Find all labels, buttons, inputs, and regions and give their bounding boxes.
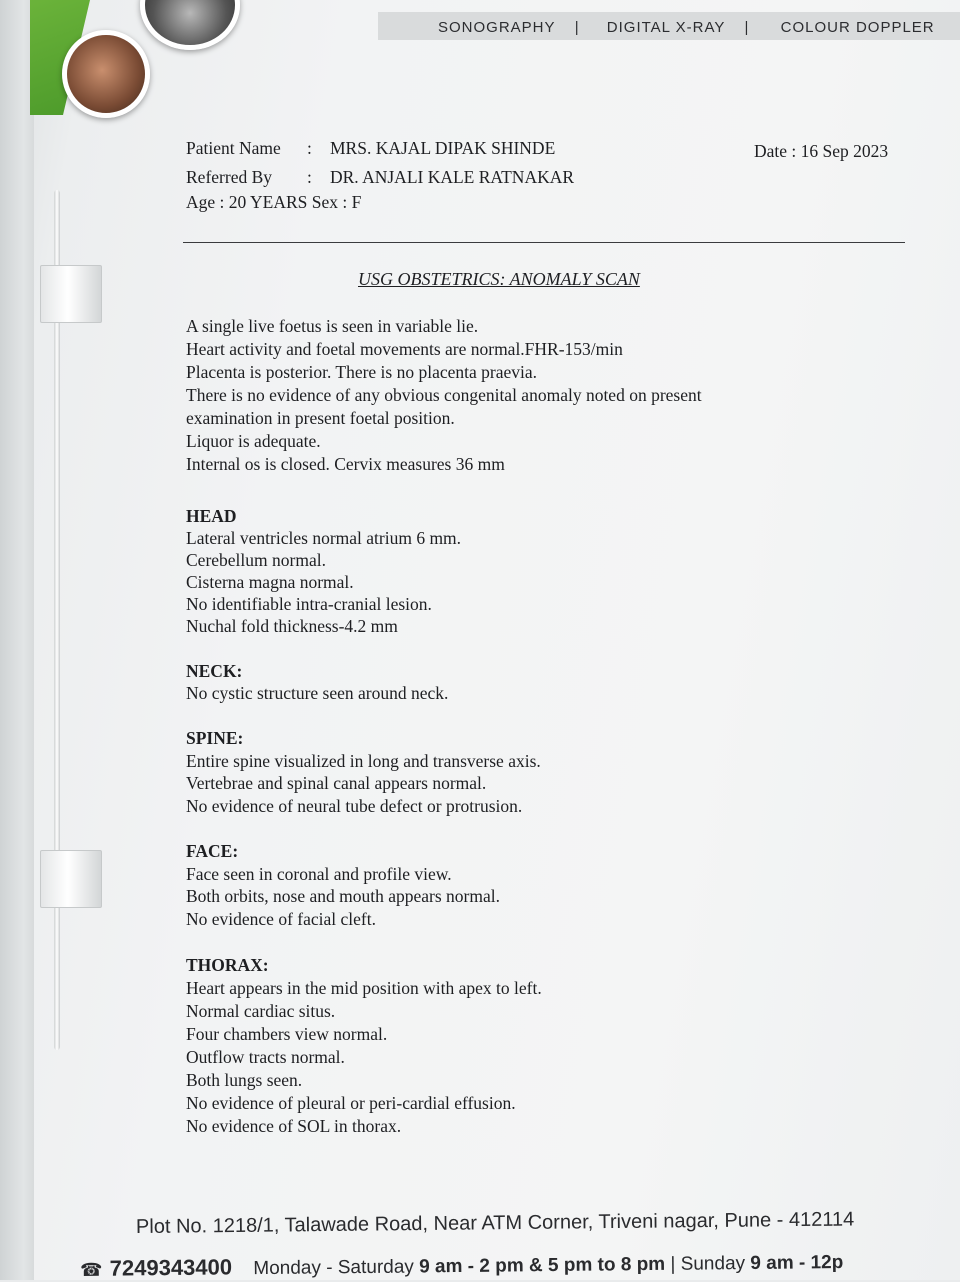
- section-line: No evidence of pleural or peri-cardial effusion.: [186, 1093, 516, 1113]
- section-line: Outflow tracts normal.: [186, 1047, 345, 1067]
- section-head: [186, 505, 461, 637]
- section-line: Heart appears in the mid position with apex to left.: [186, 978, 542, 998]
- referred-by-value: DR. ANJALI KALE RATNAKAR: [330, 167, 575, 187]
- section-line: Lateral ventricles normal atrium 6 mm.: [186, 528, 462, 548]
- patient-name-value: MRS. KAJAL DIPAK SHINDE: [330, 138, 556, 158]
- summary-line: Heart activity and foetal movements are normal.FHR-153/min: [186, 339, 623, 359]
- section-heading: SPINE:: [186, 728, 244, 748]
- section-line: Entire spine visualized in long and transverse axis.: [186, 750, 541, 771]
- section-neck: [186, 660, 448, 704]
- footer-address: Plot No. 1218/1, Talawade Road, Near ATM Corner, Triveni nagar, Pune - 412114: [135, 1208, 855, 1238]
- header-divider: [183, 242, 905, 243]
- summary-line: Internal os is closed. Cervix measures 36 mm: [186, 454, 505, 474]
- section-thorax: [186, 954, 542, 1138]
- patient-name-label: Patient Name: [186, 138, 281, 158]
- summary-findings: [186, 315, 702, 476]
- report-date: Date : 16 Sep 2023: [754, 141, 889, 161]
- section-line: No evidence of neural tube defect or protrusion.: [186, 795, 523, 816]
- section-line: Both lungs seen.: [186, 1070, 303, 1090]
- hours-weekday-label: Monday - Saturday: [253, 1256, 414, 1280]
- summary-line: examination in present foetal position.: [186, 408, 455, 428]
- summary-line: There is no evidence of any obvious congenital anomaly noted on present: [186, 385, 702, 405]
- section-line: Cisterna magna normal.: [186, 572, 354, 592]
- section-line: Normal cardiac situs.: [186, 1001, 336, 1021]
- section-line: Nuchal fold thickness-4.2 mm: [186, 616, 398, 636]
- section-line: Vertebrae and spinal canal appears normal.: [186, 773, 487, 793]
- service-digital-xray: DIGITAL X-RAY: [606, 19, 726, 36]
- section-line: No identifiable intra-cranial lesion.: [186, 594, 432, 614]
- section-heading: FACE:: [186, 841, 239, 861]
- hours-sunday: 9 am - 12p: [750, 1252, 844, 1274]
- section-line: No evidence of facial cleft.: [186, 908, 376, 929]
- hours-sunday-label: Sunday: [680, 1253, 746, 1275]
- section-line: No evidence of SOL in thorax.: [186, 1116, 402, 1136]
- header-separator: |: [744, 19, 750, 36]
- hours-separator: |: [670, 1253, 676, 1275]
- referred-by-colon: :: [307, 167, 312, 187]
- age-sex: Age : 20 YEARS Sex : F: [186, 192, 362, 212]
- footer-phone: 7249343400: [109, 1254, 233, 1281]
- summary-line: Placenta is posterior. There is no placenta praevia.: [186, 362, 538, 382]
- section-line: Cerebellum normal.: [186, 550, 326, 570]
- section-line: No cystic structure seen around neck.: [186, 683, 449, 703]
- section-spine: [186, 727, 541, 817]
- section-heading: HEAD: [186, 506, 237, 526]
- section-face: [186, 840, 500, 930]
- patient-name-colon: :: [307, 138, 312, 158]
- summary-line: Liquor is adequate.: [186, 431, 321, 451]
- hours-weekday: 9 am - 2 pm & 5 pm to 8 pm: [419, 1253, 666, 1278]
- summary-line: A single live foetus is seen in variable lie.: [186, 316, 479, 336]
- phone-icon: ☎: [79, 1259, 103, 1280]
- section-line: Four chambers view normal.: [186, 1024, 388, 1044]
- report-title: USG OBSTETRICS: ANOMALY SCAN: [358, 269, 640, 289]
- service-sonography: SONOGRAPHY: [438, 19, 556, 36]
- header-separator: |: [574, 19, 580, 36]
- section-line: Face seen in coronal and profile view.: [186, 863, 452, 884]
- section-heading: THORAX:: [186, 955, 269, 975]
- service-colour-doppler: COLOUR DOPPLER: [780, 19, 935, 36]
- section-line: Both orbits, nose and mouth appears normal.: [186, 886, 500, 906]
- referred-by-label: Referred By: [186, 167, 273, 187]
- section-heading: NECK:: [186, 661, 243, 681]
